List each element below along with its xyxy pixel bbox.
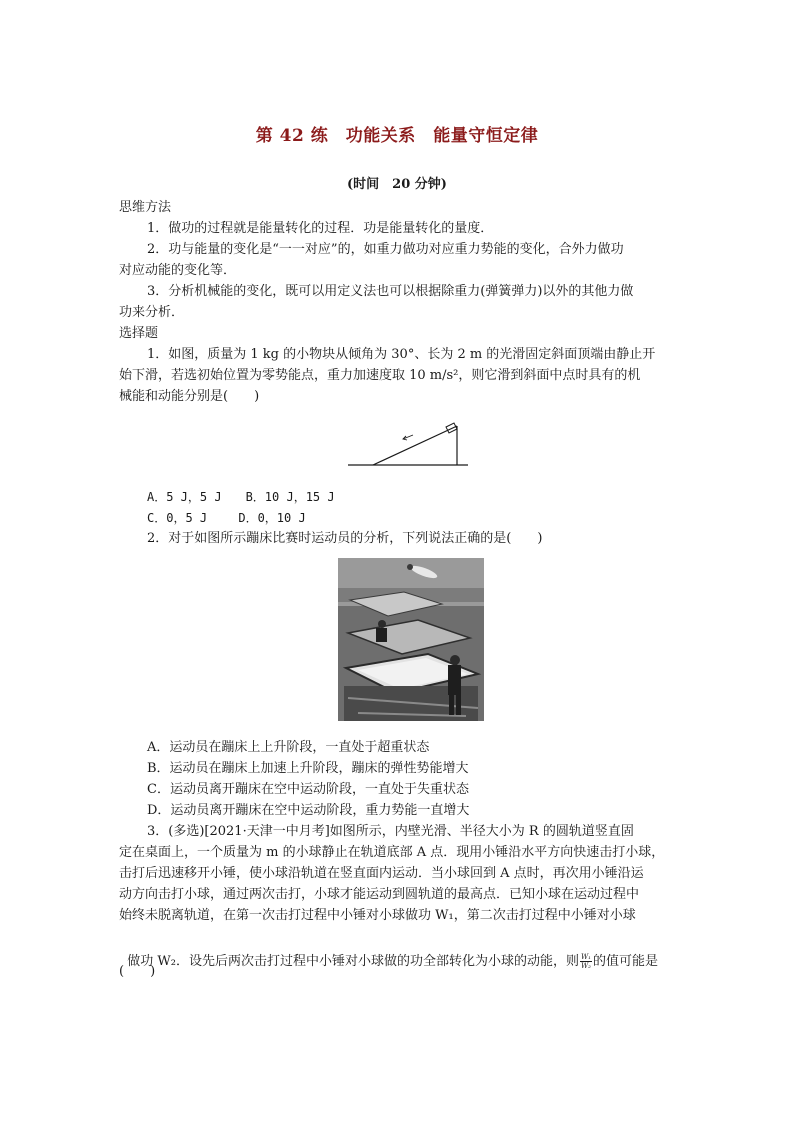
q1-stem-line: 械能和动能分别是( ) <box>119 389 260 404</box>
q2-option: B．运动员在蹦床上加速上升阶段，蹦床的弹性势能增大 <box>147 761 469 776</box>
section-heading-method: 思维方法 <box>119 200 172 215</box>
page-title: 第 42 练 功能关系 能量守恒定律 <box>255 126 539 146</box>
q1-options-row: C．0，5 J D．0，10 J <box>147 511 306 525</box>
q3-stem-line: 动方向击打小球，通过两次击打，小球才能运动到圆轨道的最高点．已知小球在运动过程中 <box>119 887 640 902</box>
q3-last-line <box>119 932 658 972</box>
fraction-numerator: W₁ <box>580 953 591 961</box>
time-note: (时间 20 分钟) <box>347 177 447 192</box>
q3-stem-line: 击打后迅速移开小锤，使小球沿轨道在竖直面内运动．当小球回到 A 点时，再次用小锤沿运 <box>119 866 644 881</box>
incline-diagram <box>345 412 470 470</box>
method-item: 功来分析． <box>119 305 185 320</box>
q2-option: C．运动员离开蹦床在空中运动阶段，一直处于失重状态 <box>147 782 469 797</box>
work-ratio-fraction <box>580 953 592 970</box>
q3-last-line-prefix: 做功 W₂．设先后两次击打过程中小锤对小球做的功全部转化为小球的动能，则 <box>127 954 579 969</box>
method-item: 1．做功的过程就是能量转化的过程．功是能量转化的量度． <box>147 221 494 236</box>
q2-option: D．运动员离开蹦床在空中运动阶段，重力势能一直增大 <box>147 803 470 818</box>
trampoline-photo <box>338 558 484 721</box>
fraction-denominator: W₂ <box>580 962 591 970</box>
incline-surface <box>373 426 457 465</box>
q3-stem-line: 3．(多选)[2021·天津一中月考]如图所示，内壁光滑、半径大小为 R 的圆轨道竖直固 <box>147 824 634 839</box>
section-heading-choice: 选择题 <box>119 326 159 341</box>
q3-last-line-suffix: 的值可能是 <box>593 954 659 969</box>
q3-stem-line: 始终未脱离轨道，在第一次击打过程中小锤对小球做功 W₁，第二次击打过程中小锤对小球 <box>119 908 636 923</box>
q1-options-row: A．5 J，5 J B．10 J，15 J <box>147 490 335 504</box>
q3-stem-line: 定在桌面上，一个质量为 m 的小球静止在轨道底部 A 点．现用小锤沿水平方向快速击打小球， <box>119 845 665 860</box>
q2-stem: 2．对于如图所示蹦床比赛时运动员的分析，下列说法正确的是( ) <box>147 531 543 546</box>
q1-stem-line: 始下滑，若选初始位置为零势能点，重力加速度取 10 m/s²，则它滑到斜面中点时具有的机 <box>119 368 641 383</box>
method-item: 2．功与能量的变化是“一一对应”的，如重力做功对应重力势能的变化，合外力做功 <box>147 242 624 257</box>
method-item: 对应动能的变化等． <box>119 263 237 278</box>
method-item: 3．分析机械能的变化，既可以用定义法也可以根据除重力(弹簧弹力)以外的其他力做 <box>147 284 634 299</box>
q2-option: A．运动员在蹦床上上升阶段，一直处于超重状态 <box>147 740 430 755</box>
q1-stem-line: 1．如图，质量为 1 kg 的小物块从倾角为 30°、长为 2 m 的光滑固定斜面顶端由静止开 <box>147 347 656 362</box>
q3-answer-blank: ( ) <box>119 964 156 979</box>
